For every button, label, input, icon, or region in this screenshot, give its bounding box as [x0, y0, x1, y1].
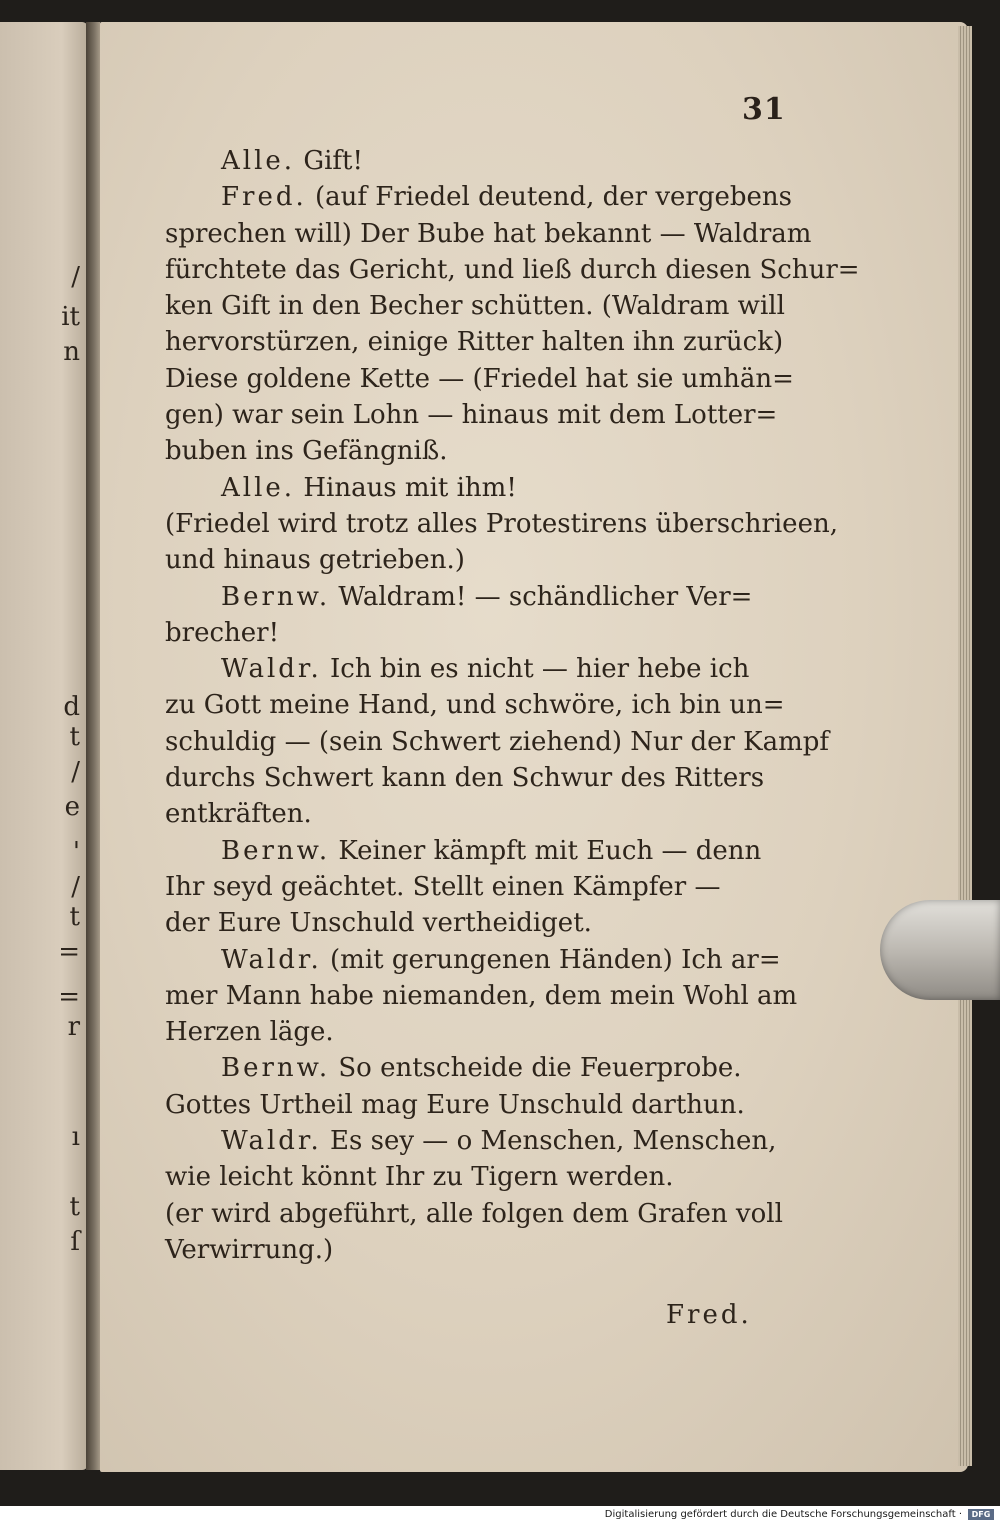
- left-page-fragment: =: [58, 937, 80, 967]
- line-text: brecher!: [165, 617, 280, 648]
- line-text: (auf Friedel deutend, der vergebens: [315, 182, 792, 213]
- footer-bar: [0, 1506, 1000, 1523]
- text-line: [165, 978, 805, 1014]
- line-text: Keiner kämpft mit Euch — denn: [338, 835, 762, 866]
- text-line: [165, 942, 805, 978]
- speaker-name: Fred.: [221, 182, 307, 213]
- text-line: [165, 252, 860, 288]
- line-text: mer Mann habe niemanden, dem mein Wohl am: [165, 980, 798, 1011]
- text-line: [165, 324, 805, 360]
- page-number: 31: [742, 92, 786, 127]
- left-page-fragment: t: [69, 1192, 80, 1222]
- text-line: [165, 288, 805, 324]
- line-text: So entscheide die Feuerprobe.: [338, 1053, 742, 1084]
- line-text: entkräften.: [165, 799, 312, 830]
- line-text: Es sey — o Menschen, Menschen,: [330, 1126, 777, 1157]
- line-text: der Eure Unschuld vertheidiget.: [165, 908, 592, 939]
- left-page-fragment: n: [63, 337, 80, 367]
- line-text: und hinaus getrieben.): [165, 545, 465, 576]
- dfg-logo: DFG: [968, 1509, 994, 1520]
- speaker-name: Bernw.: [221, 835, 331, 866]
- text-line: [165, 687, 805, 723]
- left-page-fragment: r: [67, 1012, 80, 1042]
- catchword: Fred.: [666, 1300, 752, 1330]
- left-page-fragment: =: [58, 982, 80, 1012]
- left-page-fragment: d: [63, 692, 80, 722]
- line-text: Verwirrung.): [165, 1234, 334, 1265]
- text-line: [165, 179, 805, 215]
- text-line: [165, 796, 805, 832]
- left-page-fragment: ſ: [70, 1227, 80, 1257]
- left-page-fragment: ': [72, 837, 80, 867]
- line-text: (Friedel wird trotz alles Protestirens überschrieen,: [165, 508, 838, 539]
- left-page-fragment: t: [69, 722, 80, 752]
- speaker-name: Waldr.: [221, 1126, 322, 1157]
- speaker-name: Bernw.: [221, 581, 331, 612]
- line-text: sprechen will) Der Bube hat bekannt — Waldram: [165, 218, 812, 249]
- left-page-fragment: /: [71, 262, 80, 292]
- text-line: [165, 724, 830, 760]
- line-text: zu Gott meine Hand, und schwöre, ich bin un=: [165, 690, 785, 721]
- left-page-fragment: /: [71, 757, 80, 787]
- line-text: Diese goldene Kette — (Friedel hat sie umhän=: [165, 363, 794, 394]
- text-line: [165, 143, 805, 179]
- text-line: [165, 470, 805, 506]
- line-text: (mit gerungenen Händen) Ich ar=: [330, 944, 781, 975]
- text-line: [165, 651, 805, 687]
- line-text: Ich bin es nicht — hier hebe ich: [330, 654, 750, 685]
- left-page-fragment: ı: [71, 1122, 80, 1152]
- left-page-fragment: it: [61, 302, 80, 332]
- text-line: [165, 397, 805, 433]
- text-block: [165, 143, 860, 1268]
- page-clip: [880, 900, 1000, 1000]
- line-text: Hinaus mit ihm!: [303, 472, 517, 503]
- speaker-name: Bernw.: [221, 1053, 331, 1084]
- text-line: [165, 579, 805, 615]
- left-page-fragment: e: [64, 792, 80, 822]
- text-line: [165, 216, 812, 252]
- line-text: (er wird abgeführt, alle folgen dem Grafen voll: [165, 1198, 783, 1229]
- left-page-fragment: /: [71, 872, 80, 902]
- speaker-name: Waldr.: [221, 654, 322, 685]
- book-gutter: [86, 22, 100, 1470]
- page-edges: [958, 26, 972, 1466]
- line-text: buben ins Gefängniß.: [165, 436, 448, 467]
- left-page: [0, 22, 88, 1470]
- speaker-name: Alle.: [221, 472, 296, 503]
- text-line: [165, 833, 805, 869]
- line-text: ken Gift in den Becher schütten. (Waldram will: [165, 291, 785, 322]
- text-line: [165, 1123, 805, 1159]
- line-text: hervorstürzen, einige Ritter halten ihn zurück): [165, 327, 784, 358]
- text-line: [165, 869, 805, 905]
- left-page-fragment: t: [69, 902, 80, 932]
- text-line: [165, 433, 805, 469]
- text-line: [165, 1014, 805, 1050]
- line-text: Waldram! — schändlicher Ver=: [338, 581, 753, 612]
- text-line: [165, 1196, 805, 1232]
- text-line: [165, 760, 805, 796]
- line-text: fürchtete das Gericht, und ließ durch diesen Schur=: [165, 254, 860, 285]
- line-text: Ihr seyd geächtet. Stellt einen Kämpfer —: [165, 871, 721, 902]
- line-text: durchs Schwert kann den Schwur des Ritters: [165, 763, 765, 794]
- line-text: Gift!: [303, 146, 363, 176]
- text-line: [165, 1087, 805, 1123]
- line-text: wie leicht könnt Ihr zu Tigern werden.: [165, 1162, 674, 1193]
- footer-credit: Digitalisierung gefördert durch die Deutsche Forschungsgemeinschaft ·: [604, 1509, 962, 1520]
- line-text: Herzen läge.: [165, 1017, 334, 1048]
- text-line: [165, 1232, 805, 1268]
- line-text: Gottes Urtheil mag Eure Unschuld darthun.: [165, 1089, 745, 1120]
- text-line: [165, 905, 805, 941]
- text-line: [165, 1159, 805, 1195]
- text-line: [165, 542, 805, 578]
- text-line: [165, 615, 805, 651]
- line-text: schuldig — (sein Schwert ziehend) Nur der Kampf: [165, 726, 830, 757]
- text-line: [165, 506, 838, 542]
- text-line: [165, 361, 805, 397]
- text-line: [165, 1050, 805, 1086]
- speaker-name: Alle.: [221, 146, 296, 176]
- line-text: gen) war sein Lohn — hinaus mit dem Lotter=: [165, 400, 778, 431]
- speaker-name: Waldr.: [221, 944, 322, 975]
